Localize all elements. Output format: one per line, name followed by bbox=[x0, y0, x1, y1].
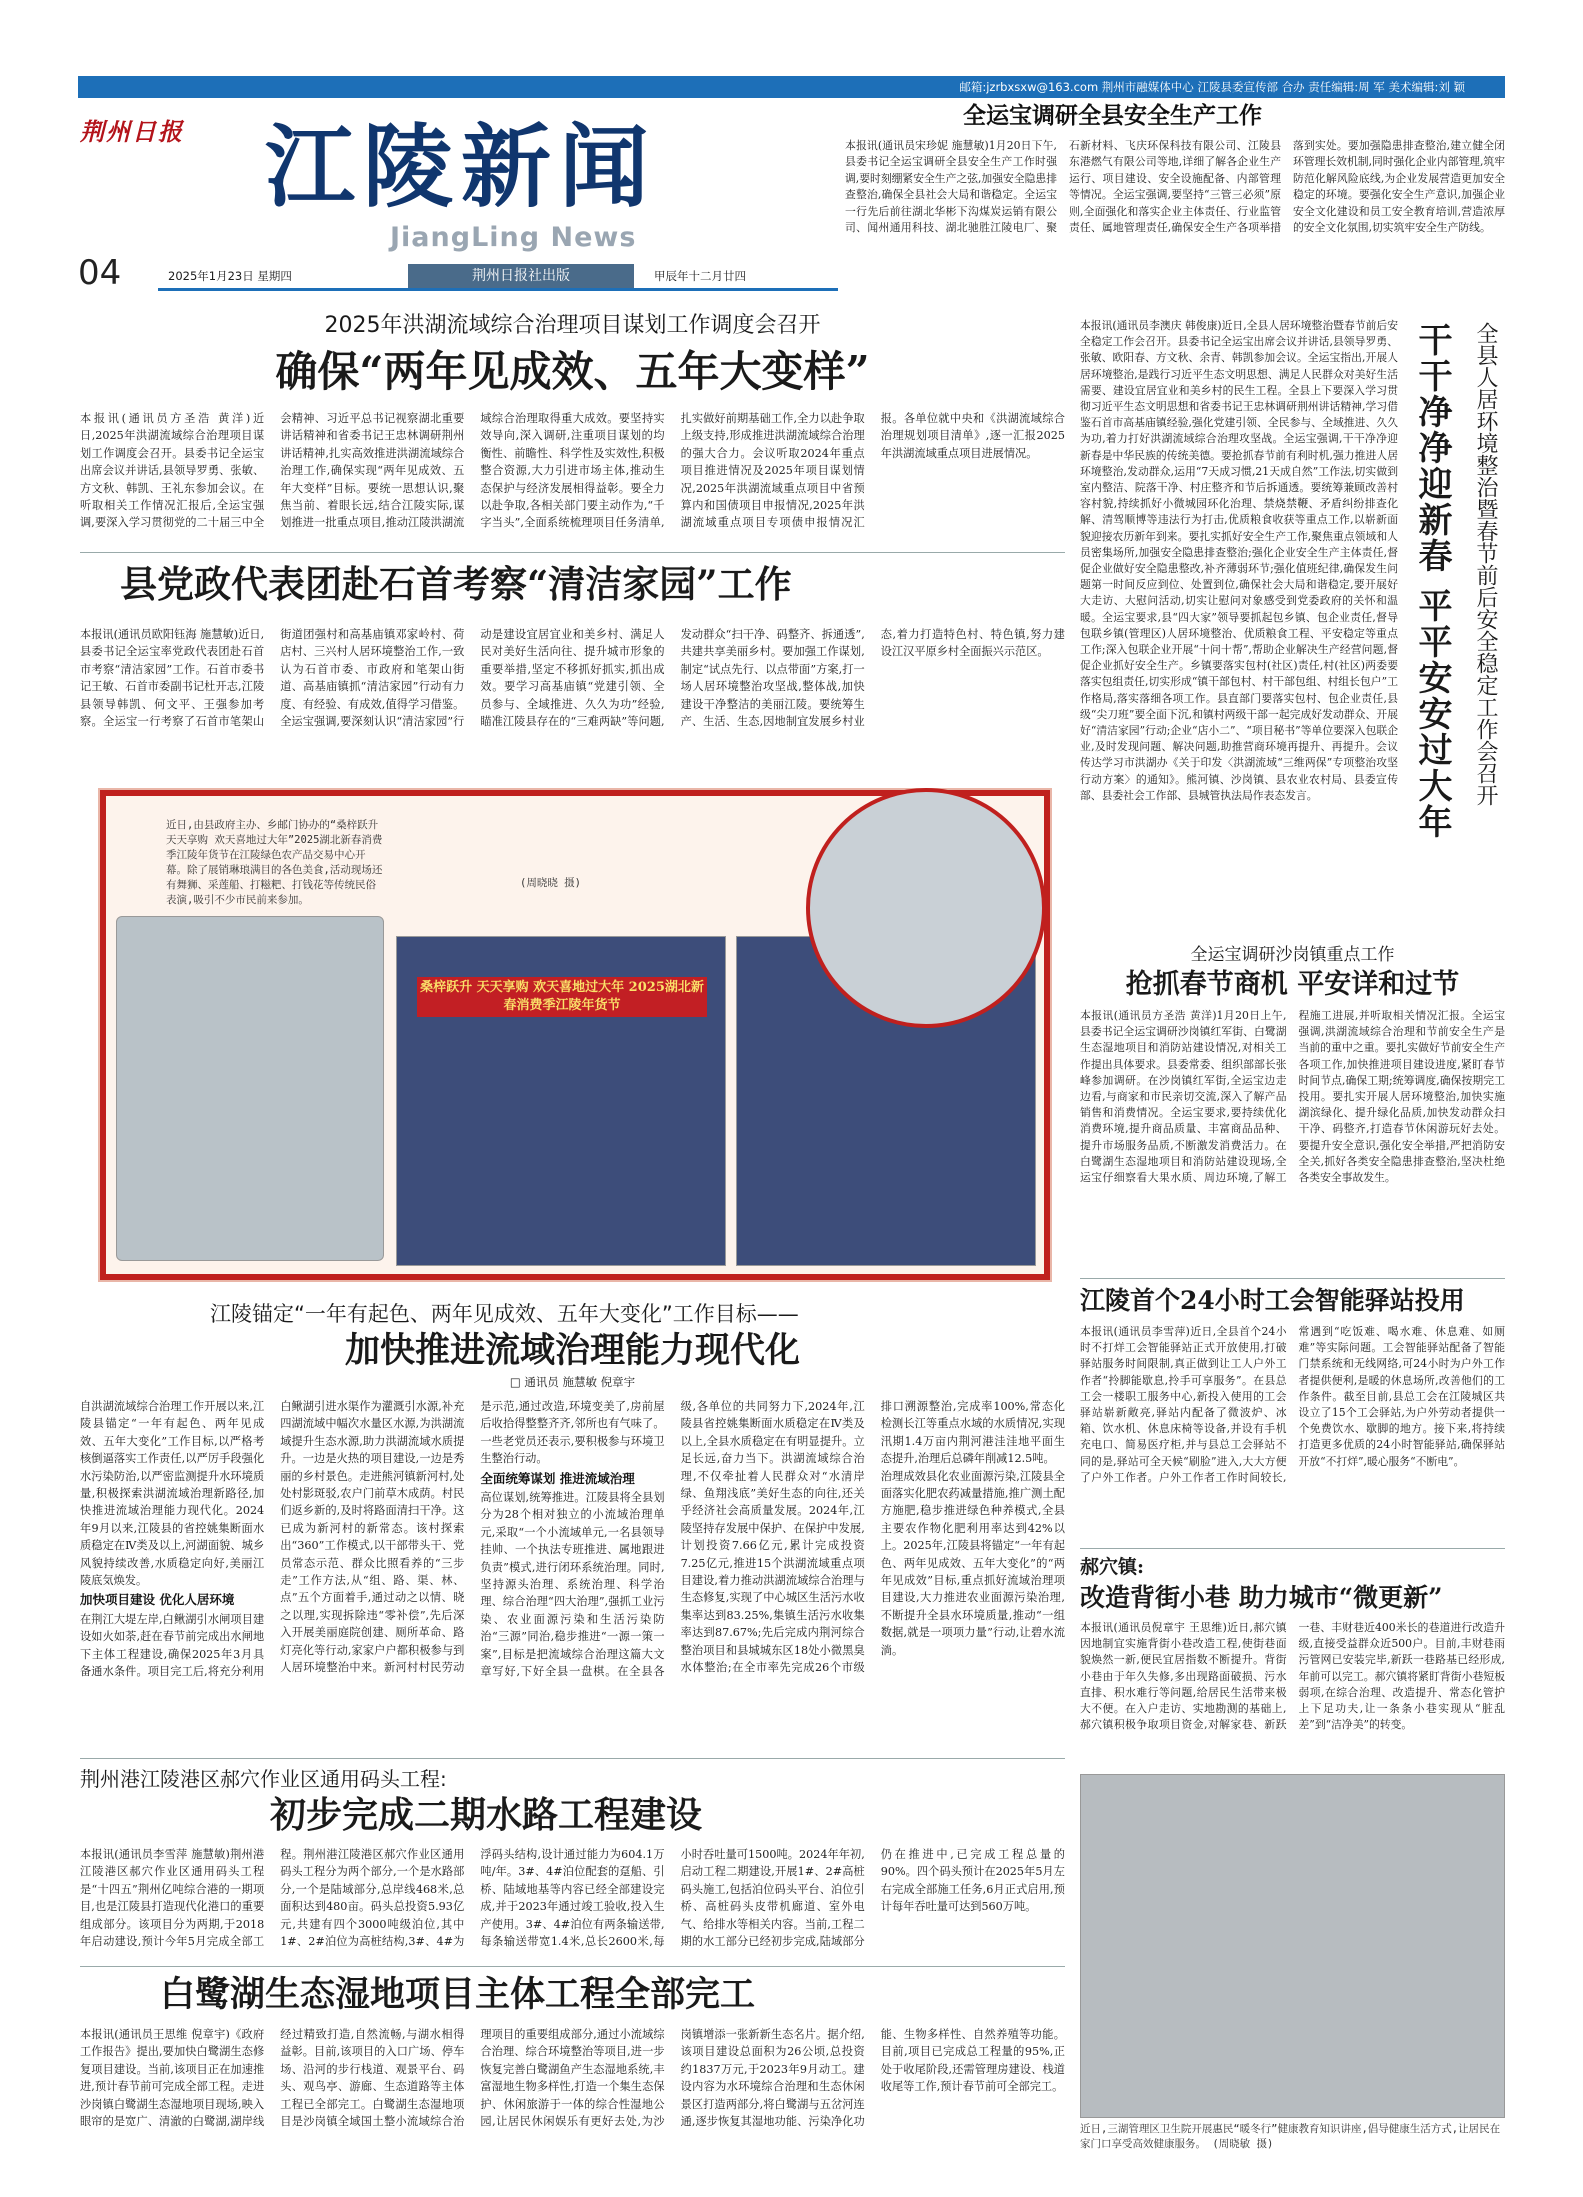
page-number: 04 bbox=[78, 253, 122, 293]
divider bbox=[80, 1966, 1065, 1967]
article-body-intro: 自洪湖流域综合治理工作开展以来,江陵县锚定“一年有起色、两年见成效、五年大变化”工作目标,以严格考核倒逼落实工作责任,以严厉手段强化水污染防治,以严密监测提升水环境质量,积极探索洪湖流域治理新路径,加快推进流域治理能力现代化。2024年9月以来,江陵县的省控姚集断面水质稳定在Ⅳ类及以上,河湖面貌、城乡风貌持续改善,水质稳定向好,美丽江陵底気焕发。 bbox=[80, 1400, 265, 1588]
page-title: 江陵新闻 bbox=[265, 114, 657, 220]
photo-market-stalls bbox=[396, 936, 726, 1266]
section-heading: 全面统筹谋划 推进流域治理 bbox=[480, 1470, 635, 1486]
article-kicker: 全运宝调研沙岗镇重点工作 bbox=[1190, 945, 1395, 965]
article-body-projects: 在荆江大堤左岸,白鳅湖引水闸项目建设如火如荼,赶在春节前完成出水闸地下主体工程建设,确保2025年3月具备通水条件。项目完工后,将充分利用白鳅湖引进水渠作为灌溉引水源,补充四湖流域中幅次水量区水源,为洪湖流域提升生态水源,助力洪湖流域水质提升。一边是火热的项目建设,一边是秀丽的乡村景色。走进熊河镇新河村,处处村影斑驳,农户门前草木成荫。村民们返乡新的,及时将路面清扫干净。这已成为新河村的新常态。该村探索出“360”工作模式,以干部带头干、党员常态示范、群众比照看养的“三步走”工作方法,从“组、路、渠、林、点”五个方面着手,通过动之以情、晓之以理,实现拆除违“零补偿”,先后深入开展美丽庭院创建、厕所革命、路灯亮化等行动,家家户户都积极参与到人居环境整治中来。新河村村民劳动是示范,通过改造,环境变美了,房前屋后收拾得整整齐齐,邻所也有气味了。一些老党员还表示,要积极参与环境卫生整治行动。 bbox=[80, 1400, 665, 1679]
masthead-rule bbox=[158, 288, 838, 291]
photo-caption-left bbox=[166, 818, 386, 906]
contact-text: 邮箱:jzrbxsxw@163.com 荆州市融媒体中心 江陵县委宣传部 合办 责任编辑:周 军 美术编辑:刘 颖 bbox=[959, 80, 1465, 94]
article-body: 本报讯(通讯员李澳庆 韩俊康)近日,全县人居环境整治暨春节前后安全稳定工作会召开。县委书记全运宝出席会议并讲话,县领导罗勇、张敏、欧阳春、方文秋、余青、韩凯参加会议。全运宝指出,开展人居环境整治,是践行习近平生态文明思想、满足人民群众对美好生活需要、建设宜居宜业和美乡村的民生工程。全县上下要深入学习贯彻习近平生态文明思想和省委书记王忠林调研荆州讲话精神,学习借鉴石首市高基庙镇经验,强化党建引领、全民参与、全域推进、久久为功,着力打好洪湖流域综合治理攻坚战。全运宝强调,干干净净迎新春是中华民族的传统美德。要抢抓春节前有利时机,强力推进人居环境整治,发动群众,运用“7天成习惯,21天成自然”工作法,切实做到室内整洁、院落干净、村庄整齐和节后拆通透。要统筹兼顾改善村容村貌,持续抓好小微城园环化治理、禁烧禁鞭、矛盾纠纷排查化解、清驾顺博等违法行为打击,优质粮食收获等重点工作,以崭新面貌迎接农历新年到来。要扎实抓好安全生产工作,聚焦重点领域和人员密集场所,加强安全隐患排查整治;强化企业安全生产主体责任,督促企业做好安全隐患整改,补齐薄弱环节;强化值班纪律,确保发生问题第一时间反应到位、处置到位,确保社会大局和谐稳定,要开展好大走访、大慰问活动,切实让慰问对象感受到党委政府的关怀和温暖。全运宝要求,县“四大家”领导要抓起包乡镇、包企业责任,督导包联乡镇(管理区)人居环境整治、优质粮食工程、平安稳定等重点工作;深入包联企业开展“十问十帮”,帮助企业解决生产经营问题,督促企业抓好安全生产。乡镇要落实包村(社区)责任,村(社区)两委要落实包组责任,切实形成“镇干部包村、村干部包组、村组长包户”工作格局,落实落细各项工作。县直部门要落实包村、包企业责任,县级“尖刀班”要全面下沉,和镇村两级干部一起完成好发动群众、开展好“清洁家园”行动;企业“店小二”、“项目秘书”等单位要深入包联企业,及时发现问题、解决问题,助推营商环境再提升、再提升。会议传达学习市洪湖办《关于印发〈洪湖流域“三维两保”专项整治攻坚行动方案〉的通知》。熊河镇、沙岗镇、县农业农村局、县委宣传部、县委社会工作部、县城管执法局作表态发言。 bbox=[1080, 319, 1398, 802]
article-watershed-governance bbox=[80, 1300, 1065, 1750]
divider bbox=[80, 1758, 1065, 1759]
article-body: 本报讯(通讯员宋珍妮 施慧敏)1月20日下午,县委书记全运宝调研全县安全生产工作时强调,要时刻绷紧安全生产之弦,加强安全隐患排查整治,确保全县社会大局和谐稳定。全运宝一行先后前往湖北华彬下沟煤炭运销有限公司、闻州通用科技、湖北驰胜江陵电厂、聚石新材料、飞庆环保科技有限公司、江陵县东港燃气有限公司等地,详细了解各企业生产运行、项目建设、安全设施配备、内部管理等情况。全运宝强调,要坚持“三管三必须”原则,全面强化和落实企业主体责任、行业监管责任、属地管理责任,确保安全生产各项举措落到实处。要加强隐患排查整治,建立健全闭环管理长效机制,同时强化企业内部管理,筑牢防范化解风险底线,为企业发展营造更加安全稳定的环境。要强化安全生产意识,加强企业安全文化建设和员工安全教育培训,营造浓厚的安全文化氛围,切实筑牢安全生产防线。 bbox=[845, 139, 1506, 235]
divider bbox=[1080, 1278, 1505, 1279]
article-byline: □ 通讯员 施慧敏 倪章宇 bbox=[509, 1375, 636, 1389]
article-body: 本报讯(通讯员方圣浩 黄洋)1月20日上午,县委书记全运宝调研沙岗镇红军街、白鹭湖生态湿地项目和消防站建设情况,对相关工作提出具体要求。县委常委、组织部部长张峰参加调研。在沙岗镇红军街,全运宝边走边看,与商家和市民亲切交流,深入了解产品销售和消费情况。全运宝要求,要持续优化消费环境,提升商品质量、丰富商品品种、提升市场服务品质,不断激发消费活力。在白鹭湖生态湿地项目和消防站建设现场,全运宝仔细察看大果水质、周边环境,了解工程施工进展,并听取相关情况汇报。全运宝强调,洪湖流域综合治理和节前安全生产是当前的重中之重。要扎实做好节前安全生产各项工作,加快推进项目建设进度,紧盯春节时间节点,确保工期;统筹调度,确保按期完工投用。要扎实开展人居环境整治,加快实施湖滨绿化、提升绿化品质,加快发动群众扫干净、码整齐,打造春节休闲游玩好去处。要提升安全意识,强化安全举措,严把消防安全关,抓好各类安全隐患排查整治,坚决杜绝各类安全事故发生。 bbox=[1080, 1009, 1505, 1185]
article-title: 确保“两年见成效、五年大变样” bbox=[275, 347, 870, 396]
article-title: 全运宝调研全县安全生产工作 bbox=[963, 102, 1262, 129]
article-title: 江陵首个24小时工会智能驿站投用 bbox=[1080, 1286, 1465, 1315]
article-title: 白鹭湖生态湿地项目主体工程全部完工 bbox=[160, 1974, 756, 2015]
article-safety-survey bbox=[845, 104, 1505, 304]
article-haoxue-alleys bbox=[1080, 1554, 1505, 1774]
article-body: 本报讯(通讯员王思维 倪章宇)《政府工作报告》提出,要加快白鹭湖生态修复项目建设。当前,该项目正在加速推进,预计春节前可完成全部工程。走进沙岗镇白鹭湖生态湿地项目现场,映入眼帘的是宽广、清澈的白鹭湖,湖岸线经过精致打造,自然流畅,与湖水相得益彰。目前,该项目的入口广场、停车场、沿河的步行栈道、观景平台、码头、观鸟亭、游廊、生态道路等主体工程已全部完工。白鹭湖生态湿地项目是沙岗镇全域国土整小流域综合治理项目的重要组成部分,通过小流域综合治理、综合环境整治等项目,进一步恢复完善白鹭湖鱼产生态湿地系统,丰富湿地生物多样性,打造一个集生态保护、休闲旅游于一体的综合性湿地公园,让居民休闲娱乐有更好去处,为沙岗镇增添一张新新生态名片。据介绍,该项目建设总面积为26公顷,总投资约1837万元,于2023年9月动工。建设内容为水环境综合治理和生态休闲景区打造两部分,将白鹭湖与五岔河连通,逐步恢复其湿地功能、污染净化功能、生物多样性、自然养殖等功能。目前,项目已完成总工程量的95%,正处于收尾阶段,还需管理房建设、栈道收尾等工作,预计春节前可全部完工。 bbox=[80, 2028, 1065, 2129]
article-kicker: 荆州港江陵港区郝穴作业区通用码头工程: bbox=[80, 1767, 447, 1791]
lunar-date: 甲辰年十二月廿四 bbox=[654, 269, 746, 283]
publisher-badge: 荆州日报社出版 bbox=[408, 264, 634, 288]
article-body: 本报讯(通讯员方圣浩 黄洋)近日,2025年洪湖流域综合治理项目谋划工作调度会召开。县委书记全运宝出席会议并讲话,县领导罗勇、张敏、方文秋、韩凯、王礼东参加会议。在听取相关工作情况汇报后,全运宝强调,要深入学习贯彻党的二十届三中全会精神、习近平总书记视察湖北重要讲话精神和省委书记王忠林调研荆州讲话精神,扎实高效推进洪湖流域综合治理工作,确保实现“两年见成效、五年大变样”目标。要统一思想认识,聚焦当前、着眼长远,结合江陵实际,谋划推进一批重点项目,推动江陵洪湖流域综合治理取得重大成效。要坚持实效导向,深入调研,注重项目谋划的均衡性、前瞻性、科学性及实效性,积极整合资源,大力引进市场主体,推动生态保护与经济发展相得益彰。要全力以赴争取,各相关部门要主动作为,“千字当头”,全面系统梳理项目任务清单,扎实做好前期基础工作,全力以赴争取上级支持,形成推进洪湖流域综合治理的强大合力。会议听取2024年重点项目推进情况及2025年项目谋划情况,2025年洪湖流域重点项目中省预算内和国债项目申报情况,2025年洪湖流域重点项目专项债申报情况汇报。各单位就中央和《洪湖流域综合治理规划项目清单》,逐一汇报2025年洪湖流域重点项目进展情况。 bbox=[80, 412, 1065, 530]
article-body-outlook: 治理成效县化农业面源污染,江陵县全面落实化肥农药减量措施,推广测土配方施肥,稳步推进绿色种养模式,全县主要农作物化肥利用率达到42%以上。2025年,江陵县将锚定“一年有起色、两年见成效、五年大变化”的“两年见成效”目标,重点抓好流域治理项目建设,大力推进农业面源污染治理,不断提升全县水环境质量,推动“一组数据,就是一项项力量”行动,让碧水流淌。 bbox=[880, 1469, 1065, 1657]
photo-dragon-dance bbox=[806, 788, 1046, 1028]
article-title: 加快推进流域治理能力现代化 bbox=[344, 1330, 800, 1371]
photo-caption: 近日,三湖管理区卫生院开展惠民“暖冬行”健康教育知识讲座,倡导健康生活方式,让居民在家门口享受高效健康服务。 bbox=[1080, 2123, 1501, 2150]
article-egret-lake bbox=[80, 1972, 1065, 2182]
divider bbox=[80, 552, 1065, 553]
article-body: 本报讯(通讯员李雪萍 施慧敏)荆州港江陵港区郝穴作业区通用码头工程是“十四五”荆州亿吨综合港的一期项目,也是江陵县打造现代化港口的重要组成部分。该项目分为两期,于2018年启动建设,预计今年5月完成全部工程。荆州港江陵港区郝穴作业区通用码头工程分为两个部分,一个是水路部分,一个是陆域部分,总岸线468米,总面积达到480亩。码头总投资5.93亿元,共建有四个3000吨级泊位,其中1#、2#泊位为高桩结构,3#、4#为浮码头结构,设计通过能力为604.1万吨/年。3#、4#泊位配套的趸船、引桥、陆域地基等内容已经全部建设完成,并于2023年通过竣工验收,投入生产使用。3#、4#泊位有两条输送带,每条输送带宽1.4米,总长2600米,每小时吞吐量可1500吨。2024年年初,启动工程二期建设,开展1#、2#高桩码头施工,包括泊位码头平台、泊位引桥、高桩码头皮带机廊道、室外电气、给排水等相关内容。当前,工程二期的水工部分已经初步完成,陆域部分仍在推进中,已完成工程总量的90%。四个码头预计在2025年5月左右完成全部施工任务,6月正式启用,预计每年吞吐量可达到560万吨。 bbox=[80, 1848, 1065, 1949]
article-title: 初步完成二期水路工程建设 bbox=[270, 1794, 703, 1836]
article-kicker: 全县人居环境整治暨春节前后安全稳定工作会召开 bbox=[1473, 322, 1498, 806]
article-union-station bbox=[1080, 1284, 1505, 1546]
section-heading: 加快项目建设 优化人居环境 bbox=[80, 1592, 235, 1608]
article-honghu-meeting bbox=[80, 312, 1065, 544]
photo-health-lecture bbox=[1080, 1774, 1505, 2118]
article-shagang-survey bbox=[1080, 944, 1505, 1274]
contact-bar bbox=[78, 76, 1505, 98]
article-kicker: 郝穴镇: bbox=[1080, 1556, 1145, 1578]
article-body: 本报讯(通讯员倪章宇 王思维)近日,郝穴镇因地制宜实施背街小巷改造工程,使街巷面貌焕然一新,便民宜居指数不断提升。背街小巷由于年久失修,多出现路面破损、污水直排、积水难行等问题,给居民生活带来极大不便。在入户走访、实地勘测的基础上,郝穴镇积极争取项目资金,对解家巷、新跃一巷、丰财巷近400米长的巷道进行改造升级,直接受益群众近500户。目前,丰财巷雨污管网已安装完毕,新跃一巷路基已经形成,年前可以完工。郝穴镇将紧盯背街小巷短板弱项,在综合治理、改造提升、常态化管护上下足功夫,让一条条小巷实现从“脏乱差”到“洁净美”的转变。 bbox=[1080, 1621, 1505, 1732]
article-columns bbox=[80, 1398, 1065, 1733]
newspaper-logo: 荆州日报 bbox=[80, 117, 184, 146]
photo-frame bbox=[100, 790, 1050, 1280]
photo-caption-box bbox=[1080, 2122, 1505, 2156]
banner-text: 桑梓跃升 天天享购 欢天喜地过大年 2025湖北新春消费季江陵年货节 bbox=[417, 977, 707, 1017]
article-title: 干干净净迎新春 平平安安过大年 bbox=[1412, 322, 1452, 840]
photo-credit: (周晓晓 摄) bbox=[520, 877, 581, 889]
article-kicker: 江陵锚定“一年有起色、两年见成效、五年大变化”工作目标—— bbox=[210, 1302, 799, 1326]
article-title: 改造背街小巷 助力城市“微更新” bbox=[1080, 1583, 1443, 1612]
photo-crowd bbox=[116, 916, 384, 1261]
photo-caption: 近日,由县政府主办、乡邮门协办的“桑梓跃升 天天享购 欢天喜地过大年”2025湖北新春消费季江陵年货节在江陵绿色农产品交易中心开幕。除了展销琳琅满目的各色美食,活动现场还有舞狮、采莲船、打糍粑、打钱花等传统民俗表演,吸引不少市民前来参加。 bbox=[166, 819, 383, 906]
page-title-en: JiangLing News bbox=[390, 222, 637, 253]
article-body-planning: 高位谋划,统筹推进。江陵县将全县划分为28个相对独立的小流域治理单元,采取“一个小流域单元,一名县领导挂帅、一个执法专班推进、属地跟进负责”模式,进行闭环系统治理。同时,坚持源头治理、系统治理、科学治理、综合治理“四大治理”,强抓工业污染、农业面源污染和生活污染防治“三源”同治,稳步推进“一源一策一案”,目标是把流域综合治理这篇大文章写好,下好全县一盘棋。在全县各级,各单位的共同努力下,2024年,江陵县省控姚集断面水质稳定在Ⅳ类及以上,全县水质稳定在有明显提升。立足长远,奋力当下。洪湖流域综合治理,不仅牵扯着人民群众对“水清岸绿、鱼翔浅底”美好生态的向往,还关乎经济社会高质量发展。2024年,江陵坚持存发展中保护、在保护中发展,计划投资7.66亿元,累计完成投资7.25亿元,推进15个洪湖流域重点项目建设,着力推动洪湖流域综合治理与生态修复,实现了中心城区生活污水收集率达到83.25%,集镇生活污水收集率达到87.67%;先后完成内荆河综合整治项目和县城城东区18处小微黑臭水体整治;在全市率先完成26个市级排口溯源整治,完成率100%,常态化检测长江等重点水域的水质情况,实现汛期1.4万亩内荆河港洼洼地平面生态提升,治理后总磷年削减12.5吨。 bbox=[480, 1400, 1065, 1679]
article-shishou-visit bbox=[80, 560, 1065, 772]
article-title: 抢抓春节商机 平安详和过节 bbox=[1125, 969, 1460, 1000]
issue-date: 2025年1月23日 星期四 bbox=[168, 269, 292, 283]
photo-credit: (周晓敏 摄) bbox=[1212, 2138, 1274, 2150]
article-kicker: 2025年洪湖流域综合治理项目谋划工作调度会召开 bbox=[324, 313, 821, 338]
divider bbox=[1080, 1548, 1505, 1549]
article-environment-meeting bbox=[1080, 318, 1505, 928]
article-body: 本报讯(通讯员李雪萍)近日,全县首个24小时不打烊工会智能驿站正式开放使用,打破驿站服务时间限制,真正做到让工人户外工作者“拎脚能歇息,拎手可享服务”。在县总工会一楼职工服务中心,新投入使用的工会驿站崭新敞亮,驿站内配备了微波炉、冰箱、饮水机、休息床椅等设备,并设有手机充电口、简易医疗柜,并与县总工会驿站不同的是,驿站可全天候“刷脸”进入,大大方便了户外工作者。户外工作者工作时间较长,常遇到“吃饭难、喝水难、休息难、如厕难”等实际问题。工会智能驿站配备了智能门禁系统和无线网络,可24小时为户外工作者提供便利,是暖的休息场所,改善他们的工作条件。截至目前,县总工会在江陵城区共设立了15个工会驿站,为户外劳动者提供一个免费饮水、歇脚的地方。接下来,将持续打造更多优质的24小时智能驿站,确保驿站开放“不打烊”,暖心服务“不断电”。 bbox=[1080, 1325, 1505, 1484]
article-port-terminal bbox=[80, 1766, 1065, 1962]
article-body: 本报讯(通讯员欧阳钰海 施慧敏)近日,县委书记全运宝率党政代表团赴石首市考察“清洁家园”工作。石首市委书记王敏、石首市委副书记杜开志,江陵县领导韩凯、何文平、王强参加考察。全运宝一行考察了石首市笔架山街道团强村和高基庙镇邓家岭村、荷店村、三兴村人居环境整治工作,一致认为石首市委、市政府和笔架山街道、高基庙镇抓“清洁家园”行动有力度、有经验、有成效,值得学习借鉴。全运宝强调,要深刻认识“清洁家园”行动是建设宜居宜业和美乡村、满足人民对美好生活向往、提升城市形象的重要举措,坚定不移抓好抓实,抓出成效。要学习高基庙镇“党建引领、全员参与、全域推进、久久为功”经验,瞄准江陵县存在的“三难两缺”等问题,发动群众“扫干净、码整齐、拆通透”,共建共享美丽乡村。要加强工作谋划,制定“试点先行、以点带面”方案,打一场人居环境整治攻坚战,整体战,加快建设干净整洁的美丽江陵。要统筹生产、生活、生态,因地制宜发展乡村业态,着力打造特色村、特色镇,努力建设江汉平原乡村全面振兴示范区。 bbox=[80, 628, 1065, 729]
article-title: 县党政代表团赴石首考察“清洁家园”工作 bbox=[120, 562, 792, 606]
